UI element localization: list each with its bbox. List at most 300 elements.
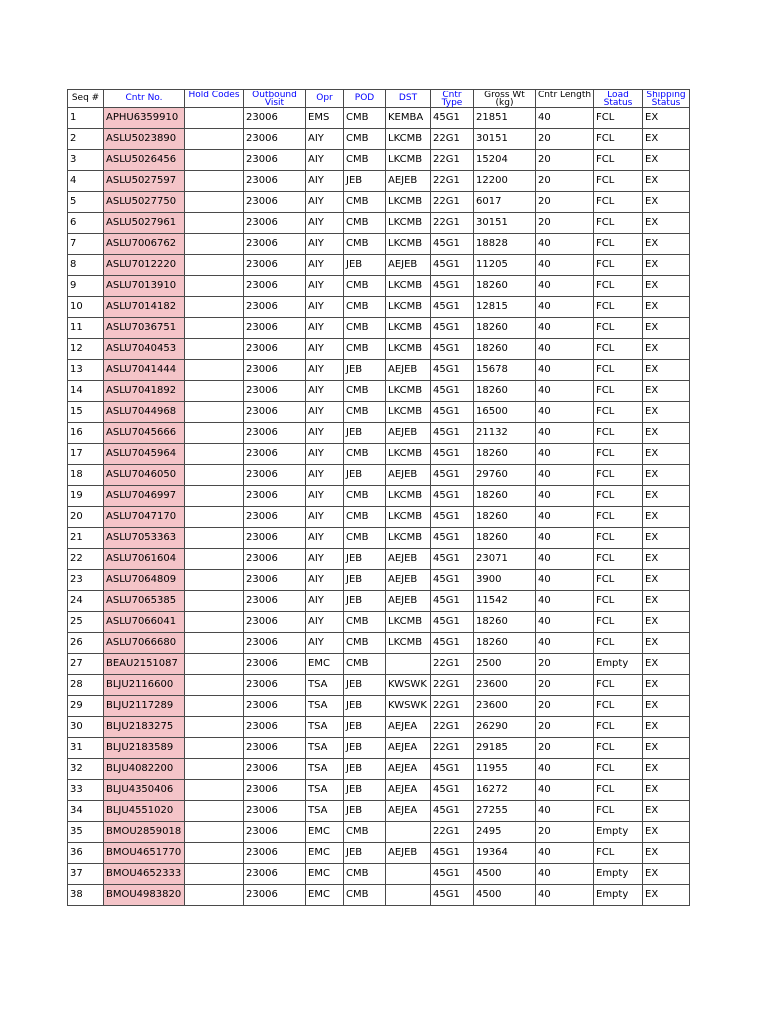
cell-outbound-visit: 23006 (244, 612, 306, 633)
cell-hold-codes (185, 129, 244, 150)
cell-shipping-status: EX (643, 486, 690, 507)
cell-seq: 25 (68, 612, 104, 633)
cell-shipping-status: EX (643, 675, 690, 696)
column-header-label: Cntr No. (125, 93, 163, 103)
cell-dst: AEJEA (386, 759, 431, 780)
cell-cntr-type: 45G1 (431, 318, 474, 339)
cell-cntr-type: 45G1 (431, 801, 474, 822)
cell-shipping-status: EX (643, 297, 690, 318)
cell-opr: TSA (306, 717, 344, 738)
table-row (68, 255, 690, 276)
cell-dst: LKCMB (386, 276, 431, 297)
cell-cntr-length: 40 (536, 360, 594, 381)
cell-shipping-status: EX (643, 276, 690, 297)
cell-pod: CMB (344, 633, 386, 654)
cell-cntr-type: 22G1 (431, 171, 474, 192)
cell-outbound-visit: 23006 (244, 675, 306, 696)
cell-opr: AIY (306, 276, 344, 297)
cell-gross-wt: 3900 (474, 570, 536, 591)
cell-load-status: FCL (594, 234, 643, 255)
cell-seq: 38 (68, 885, 104, 906)
cell-dst: AEJEA (386, 738, 431, 759)
cell-outbound-visit: 23006 (244, 591, 306, 612)
cell-seq: 37 (68, 864, 104, 885)
table-row (68, 381, 690, 402)
cell-seq: 28 (68, 675, 104, 696)
cell-cntr-type: 45G1 (431, 360, 474, 381)
table-row (68, 633, 690, 654)
cell-seq: 34 (68, 801, 104, 822)
cell-opr: EMC (306, 822, 344, 843)
cell-load-status: FCL (594, 150, 643, 171)
cell-cntr-type: 45G1 (431, 297, 474, 318)
cell-gross-wt: 18260 (474, 507, 536, 528)
cell-pod: JEB (344, 675, 386, 696)
cell-pod: JEB (344, 801, 386, 822)
cell-gross-wt: 18260 (474, 486, 536, 507)
table-row (68, 843, 690, 864)
cell-pod: JEB (344, 255, 386, 276)
cell-hold-codes (185, 213, 244, 234)
cell-opr: AIY (306, 297, 344, 318)
cell-load-status: Empty (594, 822, 643, 843)
cell-cntr-no: ASLU7041444 (104, 360, 185, 381)
cell-seq: 6 (68, 213, 104, 234)
container-list-table (67, 89, 690, 906)
cell-cntr-no: ASLU7044968 (104, 402, 185, 423)
cell-hold-codes (185, 276, 244, 297)
cell-cntr-length: 20 (536, 654, 594, 675)
cell-cntr-no: ASLU5027961 (104, 213, 185, 234)
cell-opr: EMC (306, 843, 344, 864)
cell-outbound-visit: 23006 (244, 213, 306, 234)
cell-cntr-length: 20 (536, 822, 594, 843)
cell-gross-wt: 18260 (474, 633, 536, 654)
cell-gross-wt: 18260 (474, 528, 536, 549)
table-row (68, 549, 690, 570)
cell-cntr-length: 20 (536, 675, 594, 696)
cell-shipping-status: EX (643, 108, 690, 129)
cell-gross-wt: 2500 (474, 654, 536, 675)
cell-opr: AIY (306, 423, 344, 444)
cell-outbound-visit: 23006 (244, 150, 306, 171)
cell-dst: AEJEB (386, 255, 431, 276)
cell-shipping-status: EX (643, 801, 690, 822)
cell-seq: 8 (68, 255, 104, 276)
cell-dst: LKCMB (386, 444, 431, 465)
cell-pod: CMB (344, 297, 386, 318)
cell-opr: AIY (306, 318, 344, 339)
cell-seq: 15 (68, 402, 104, 423)
cell-seq: 26 (68, 633, 104, 654)
table-row (68, 654, 690, 675)
cell-outbound-visit: 23006 (244, 129, 306, 150)
cell-opr: TSA (306, 738, 344, 759)
cell-gross-wt: 4500 (474, 864, 536, 885)
cell-cntr-type: 45G1 (431, 591, 474, 612)
cell-pod: CMB (344, 234, 386, 255)
cell-cntr-type: 22G1 (431, 738, 474, 759)
table-row (68, 276, 690, 297)
cell-dst: AEJEB (386, 549, 431, 570)
cell-load-status: FCL (594, 129, 643, 150)
cell-hold-codes (185, 507, 244, 528)
cell-cntr-length: 20 (536, 171, 594, 192)
column-header-dst (386, 90, 431, 108)
cell-gross-wt: 18260 (474, 444, 536, 465)
cell-dst (386, 864, 431, 885)
cell-load-status: FCL (594, 318, 643, 339)
cell-outbound-visit: 23006 (244, 717, 306, 738)
column-header-label: POD (354, 93, 375, 103)
cell-cntr-length: 40 (536, 276, 594, 297)
cell-seq: 33 (68, 780, 104, 801)
cell-shipping-status: EX (643, 738, 690, 759)
cell-cntr-no: ASLU7065385 (104, 591, 185, 612)
cell-dst: AEJEB (386, 360, 431, 381)
cell-hold-codes (185, 822, 244, 843)
cell-dst: LKCMB (386, 234, 431, 255)
cell-gross-wt: 27255 (474, 801, 536, 822)
table-row (68, 675, 690, 696)
cell-gross-wt: 21132 (474, 423, 536, 444)
cell-opr: TSA (306, 675, 344, 696)
cell-dst: KWSWK (386, 696, 431, 717)
cell-outbound-visit: 23006 (244, 885, 306, 906)
cell-pod: CMB (344, 108, 386, 129)
cell-outbound-visit: 23006 (244, 171, 306, 192)
cell-cntr-type: 45G1 (431, 759, 474, 780)
cell-cntr-no: BLJU4551020 (104, 801, 185, 822)
cell-cntr-length: 40 (536, 465, 594, 486)
cell-pod: CMB (344, 339, 386, 360)
cell-opr: EMC (306, 654, 344, 675)
cell-outbound-visit: 23006 (244, 528, 306, 549)
cell-cntr-length: 40 (536, 423, 594, 444)
cell-dst: LKCMB (386, 129, 431, 150)
cell-dst: LKCMB (386, 150, 431, 171)
cell-pod: CMB (344, 276, 386, 297)
column-header-label: Opr (316, 93, 333, 103)
cell-hold-codes (185, 423, 244, 444)
column-header-load-status (594, 90, 643, 108)
cell-cntr-no: BMOU4651770 (104, 843, 185, 864)
cell-cntr-no: BEAU2151087 (104, 654, 185, 675)
cell-dst: LKCMB (386, 507, 431, 528)
cell-hold-codes (185, 654, 244, 675)
cell-opr: AIY (306, 633, 344, 654)
cell-cntr-type: 45G1 (431, 423, 474, 444)
cell-opr: AIY (306, 339, 344, 360)
cell-cntr-length: 40 (536, 801, 594, 822)
column-header-label: Cntr Type (441, 90, 463, 107)
cell-seq: 10 (68, 297, 104, 318)
cell-outbound-visit: 23006 (244, 234, 306, 255)
cell-hold-codes (185, 801, 244, 822)
cell-shipping-status: EX (643, 339, 690, 360)
cell-cntr-length: 40 (536, 339, 594, 360)
cell-load-status: FCL (594, 759, 643, 780)
cell-cntr-no: BLJU2117289 (104, 696, 185, 717)
cell-gross-wt: 18260 (474, 276, 536, 297)
cell-gross-wt: 4500 (474, 885, 536, 906)
cell-dst: AEJEB (386, 843, 431, 864)
cell-outbound-visit: 23006 (244, 381, 306, 402)
cell-hold-codes (185, 885, 244, 906)
table-row (68, 339, 690, 360)
cell-dst: LKCMB (386, 402, 431, 423)
cell-cntr-no: ASLU7066041 (104, 612, 185, 633)
cell-pod: CMB (344, 444, 386, 465)
cell-opr: AIY (306, 213, 344, 234)
cell-cntr-type: 45G1 (431, 633, 474, 654)
cell-load-status: Empty (594, 864, 643, 885)
cell-dst: LKCMB (386, 381, 431, 402)
table-row (68, 570, 690, 591)
cell-hold-codes (185, 444, 244, 465)
table-row (68, 612, 690, 633)
cell-cntr-no: ASLU5027597 (104, 171, 185, 192)
cell-pod: JEB (344, 591, 386, 612)
cell-hold-codes (185, 255, 244, 276)
cell-cntr-length: 40 (536, 381, 594, 402)
cell-hold-codes (185, 108, 244, 129)
cell-hold-codes (185, 591, 244, 612)
cell-cntr-length: 40 (536, 486, 594, 507)
cell-load-status: FCL (594, 633, 643, 654)
cell-cntr-no: ASLU7053363 (104, 528, 185, 549)
cell-outbound-visit: 23006 (244, 570, 306, 591)
table-row (68, 486, 690, 507)
cell-cntr-length: 40 (536, 234, 594, 255)
cell-cntr-length: 40 (536, 318, 594, 339)
cell-cntr-no: ASLU7061604 (104, 549, 185, 570)
cell-gross-wt: 30151 (474, 213, 536, 234)
cell-seq: 18 (68, 465, 104, 486)
cell-hold-codes (185, 780, 244, 801)
cell-opr: EMC (306, 864, 344, 885)
cell-shipping-status: EX (643, 171, 690, 192)
cell-cntr-no: ASLU7046050 (104, 465, 185, 486)
column-header-label: Seq # (71, 93, 100, 103)
table-row (68, 822, 690, 843)
cell-cntr-type: 45G1 (431, 864, 474, 885)
cell-outbound-visit: 23006 (244, 864, 306, 885)
table-row (68, 759, 690, 780)
cell-cntr-length: 40 (536, 108, 594, 129)
cell-shipping-status: EX (643, 570, 690, 591)
cell-load-status: FCL (594, 423, 643, 444)
cell-opr: AIY (306, 171, 344, 192)
cell-dst: LKCMB (386, 213, 431, 234)
cell-cntr-length: 40 (536, 759, 594, 780)
cell-pod: CMB (344, 507, 386, 528)
table-row (68, 738, 690, 759)
cell-gross-wt: 23600 (474, 675, 536, 696)
cell-load-status: FCL (594, 360, 643, 381)
cell-seq: 5 (68, 192, 104, 213)
cell-outbound-visit: 23006 (244, 843, 306, 864)
cell-opr: AIY (306, 549, 344, 570)
cell-load-status: Empty (594, 654, 643, 675)
cell-cntr-no: ASLU7036751 (104, 318, 185, 339)
cell-pod: JEB (344, 738, 386, 759)
cell-load-status: FCL (594, 570, 643, 591)
table-row (68, 465, 690, 486)
cell-cntr-no: ASLU7041892 (104, 381, 185, 402)
cell-cntr-type: 22G1 (431, 822, 474, 843)
cell-cntr-length: 20 (536, 696, 594, 717)
cell-dst: LKCMB (386, 486, 431, 507)
cell-hold-codes (185, 402, 244, 423)
cell-seq: 29 (68, 696, 104, 717)
cell-cntr-length: 40 (536, 444, 594, 465)
table-body (68, 108, 690, 906)
cell-gross-wt: 23071 (474, 549, 536, 570)
cell-hold-codes (185, 717, 244, 738)
cell-dst: AEJEB (386, 171, 431, 192)
cell-pod: JEB (344, 780, 386, 801)
cell-cntr-type: 22G1 (431, 696, 474, 717)
cell-outbound-visit: 23006 (244, 633, 306, 654)
cell-cntr-no: BMOU4983820 (104, 885, 185, 906)
cell-outbound-visit: 23006 (244, 822, 306, 843)
cell-cntr-length: 40 (536, 549, 594, 570)
cell-opr: AIY (306, 528, 344, 549)
column-header-cntr-length (536, 90, 594, 108)
cell-opr: AIY (306, 591, 344, 612)
cell-load-status: FCL (594, 738, 643, 759)
cell-pod: CMB (344, 612, 386, 633)
cell-cntr-length: 40 (536, 885, 594, 906)
table-header-row (68, 90, 690, 108)
cell-cntr-no: ASLU7046997 (104, 486, 185, 507)
cell-cntr-type: 22G1 (431, 654, 474, 675)
cell-load-status: FCL (594, 843, 643, 864)
cell-outbound-visit: 23006 (244, 108, 306, 129)
cell-load-status: FCL (594, 171, 643, 192)
cell-outbound-visit: 23006 (244, 549, 306, 570)
cell-cntr-length: 40 (536, 864, 594, 885)
table-row (68, 360, 690, 381)
cell-shipping-status: EX (643, 318, 690, 339)
cell-cntr-type: 22G1 (431, 150, 474, 171)
cell-gross-wt: 26290 (474, 717, 536, 738)
cell-load-status: FCL (594, 717, 643, 738)
cell-outbound-visit: 23006 (244, 654, 306, 675)
cell-hold-codes (185, 570, 244, 591)
cell-shipping-status: EX (643, 423, 690, 444)
cell-dst: LKCMB (386, 612, 431, 633)
cell-cntr-type: 22G1 (431, 192, 474, 213)
cell-outbound-visit: 23006 (244, 318, 306, 339)
column-header-label: Hold Codes (188, 90, 240, 100)
cell-seq: 1 (68, 108, 104, 129)
cell-cntr-no: ASLU7040453 (104, 339, 185, 360)
cell-shipping-status: EX (643, 381, 690, 402)
cell-opr: AIY (306, 234, 344, 255)
column-header-shipping-status (643, 90, 690, 108)
cell-cntr-no: ASLU5023890 (104, 129, 185, 150)
cell-load-status: FCL (594, 549, 643, 570)
cell-gross-wt: 18828 (474, 234, 536, 255)
cell-opr: TSA (306, 801, 344, 822)
cell-shipping-status: EX (643, 402, 690, 423)
cell-outbound-visit: 23006 (244, 801, 306, 822)
cell-shipping-status: EX (643, 612, 690, 633)
cell-dst: LKCMB (386, 318, 431, 339)
cell-gross-wt: 12815 (474, 297, 536, 318)
cell-seq: 32 (68, 759, 104, 780)
cell-dst (386, 885, 431, 906)
cell-hold-codes (185, 192, 244, 213)
column-header-label: Outbound Visit (252, 90, 297, 107)
column-header-opr (306, 90, 344, 108)
column-header-label: Gross Wt (kg) (484, 90, 525, 107)
cell-dst: KWSWK (386, 675, 431, 696)
cell-pod: CMB (344, 402, 386, 423)
cell-cntr-length: 40 (536, 633, 594, 654)
cell-cntr-no: ASLU7064809 (104, 570, 185, 591)
cell-cntr-type: 45G1 (431, 402, 474, 423)
cell-dst: LKCMB (386, 297, 431, 318)
cell-cntr-no: ASLU7014182 (104, 297, 185, 318)
cell-cntr-type: 22G1 (431, 717, 474, 738)
cell-load-status: FCL (594, 696, 643, 717)
cell-outbound-visit: 23006 (244, 486, 306, 507)
cell-hold-codes (185, 171, 244, 192)
cell-dst: AEJEA (386, 801, 431, 822)
cell-cntr-length: 20 (536, 717, 594, 738)
cell-pod: JEB (344, 843, 386, 864)
cell-seq: 20 (68, 507, 104, 528)
cell-load-status: FCL (594, 108, 643, 129)
cell-seq: 17 (68, 444, 104, 465)
cell-shipping-status: EX (643, 885, 690, 906)
cell-cntr-type: 45G1 (431, 507, 474, 528)
cell-dst: AEJEB (386, 570, 431, 591)
cell-outbound-visit: 23006 (244, 696, 306, 717)
cell-opr: AIY (306, 570, 344, 591)
cell-seq: 9 (68, 276, 104, 297)
cell-gross-wt: 29185 (474, 738, 536, 759)
table-row (68, 864, 690, 885)
cell-cntr-length: 40 (536, 612, 594, 633)
cell-cntr-type: 45G1 (431, 276, 474, 297)
cell-seq: 22 (68, 549, 104, 570)
cell-cntr-length: 40 (536, 591, 594, 612)
cell-hold-codes (185, 381, 244, 402)
cell-gross-wt: 18260 (474, 381, 536, 402)
cell-dst: LKCMB (386, 633, 431, 654)
cell-shipping-status: EX (643, 717, 690, 738)
table-row (68, 318, 690, 339)
cell-cntr-type: 45G1 (431, 885, 474, 906)
cell-outbound-visit: 23006 (244, 402, 306, 423)
cell-cntr-no: ASLU7045666 (104, 423, 185, 444)
cell-pod: CMB (344, 885, 386, 906)
cell-seq: 21 (68, 528, 104, 549)
cell-opr: AIY (306, 150, 344, 171)
cell-outbound-visit: 23006 (244, 780, 306, 801)
cell-outbound-visit: 23006 (244, 507, 306, 528)
column-header-label: Cntr Length (537, 90, 592, 100)
table-row (68, 129, 690, 150)
cell-shipping-status: EX (643, 591, 690, 612)
table-row (68, 234, 690, 255)
cell-cntr-no: ASLU7047170 (104, 507, 185, 528)
cell-pod: JEB (344, 549, 386, 570)
